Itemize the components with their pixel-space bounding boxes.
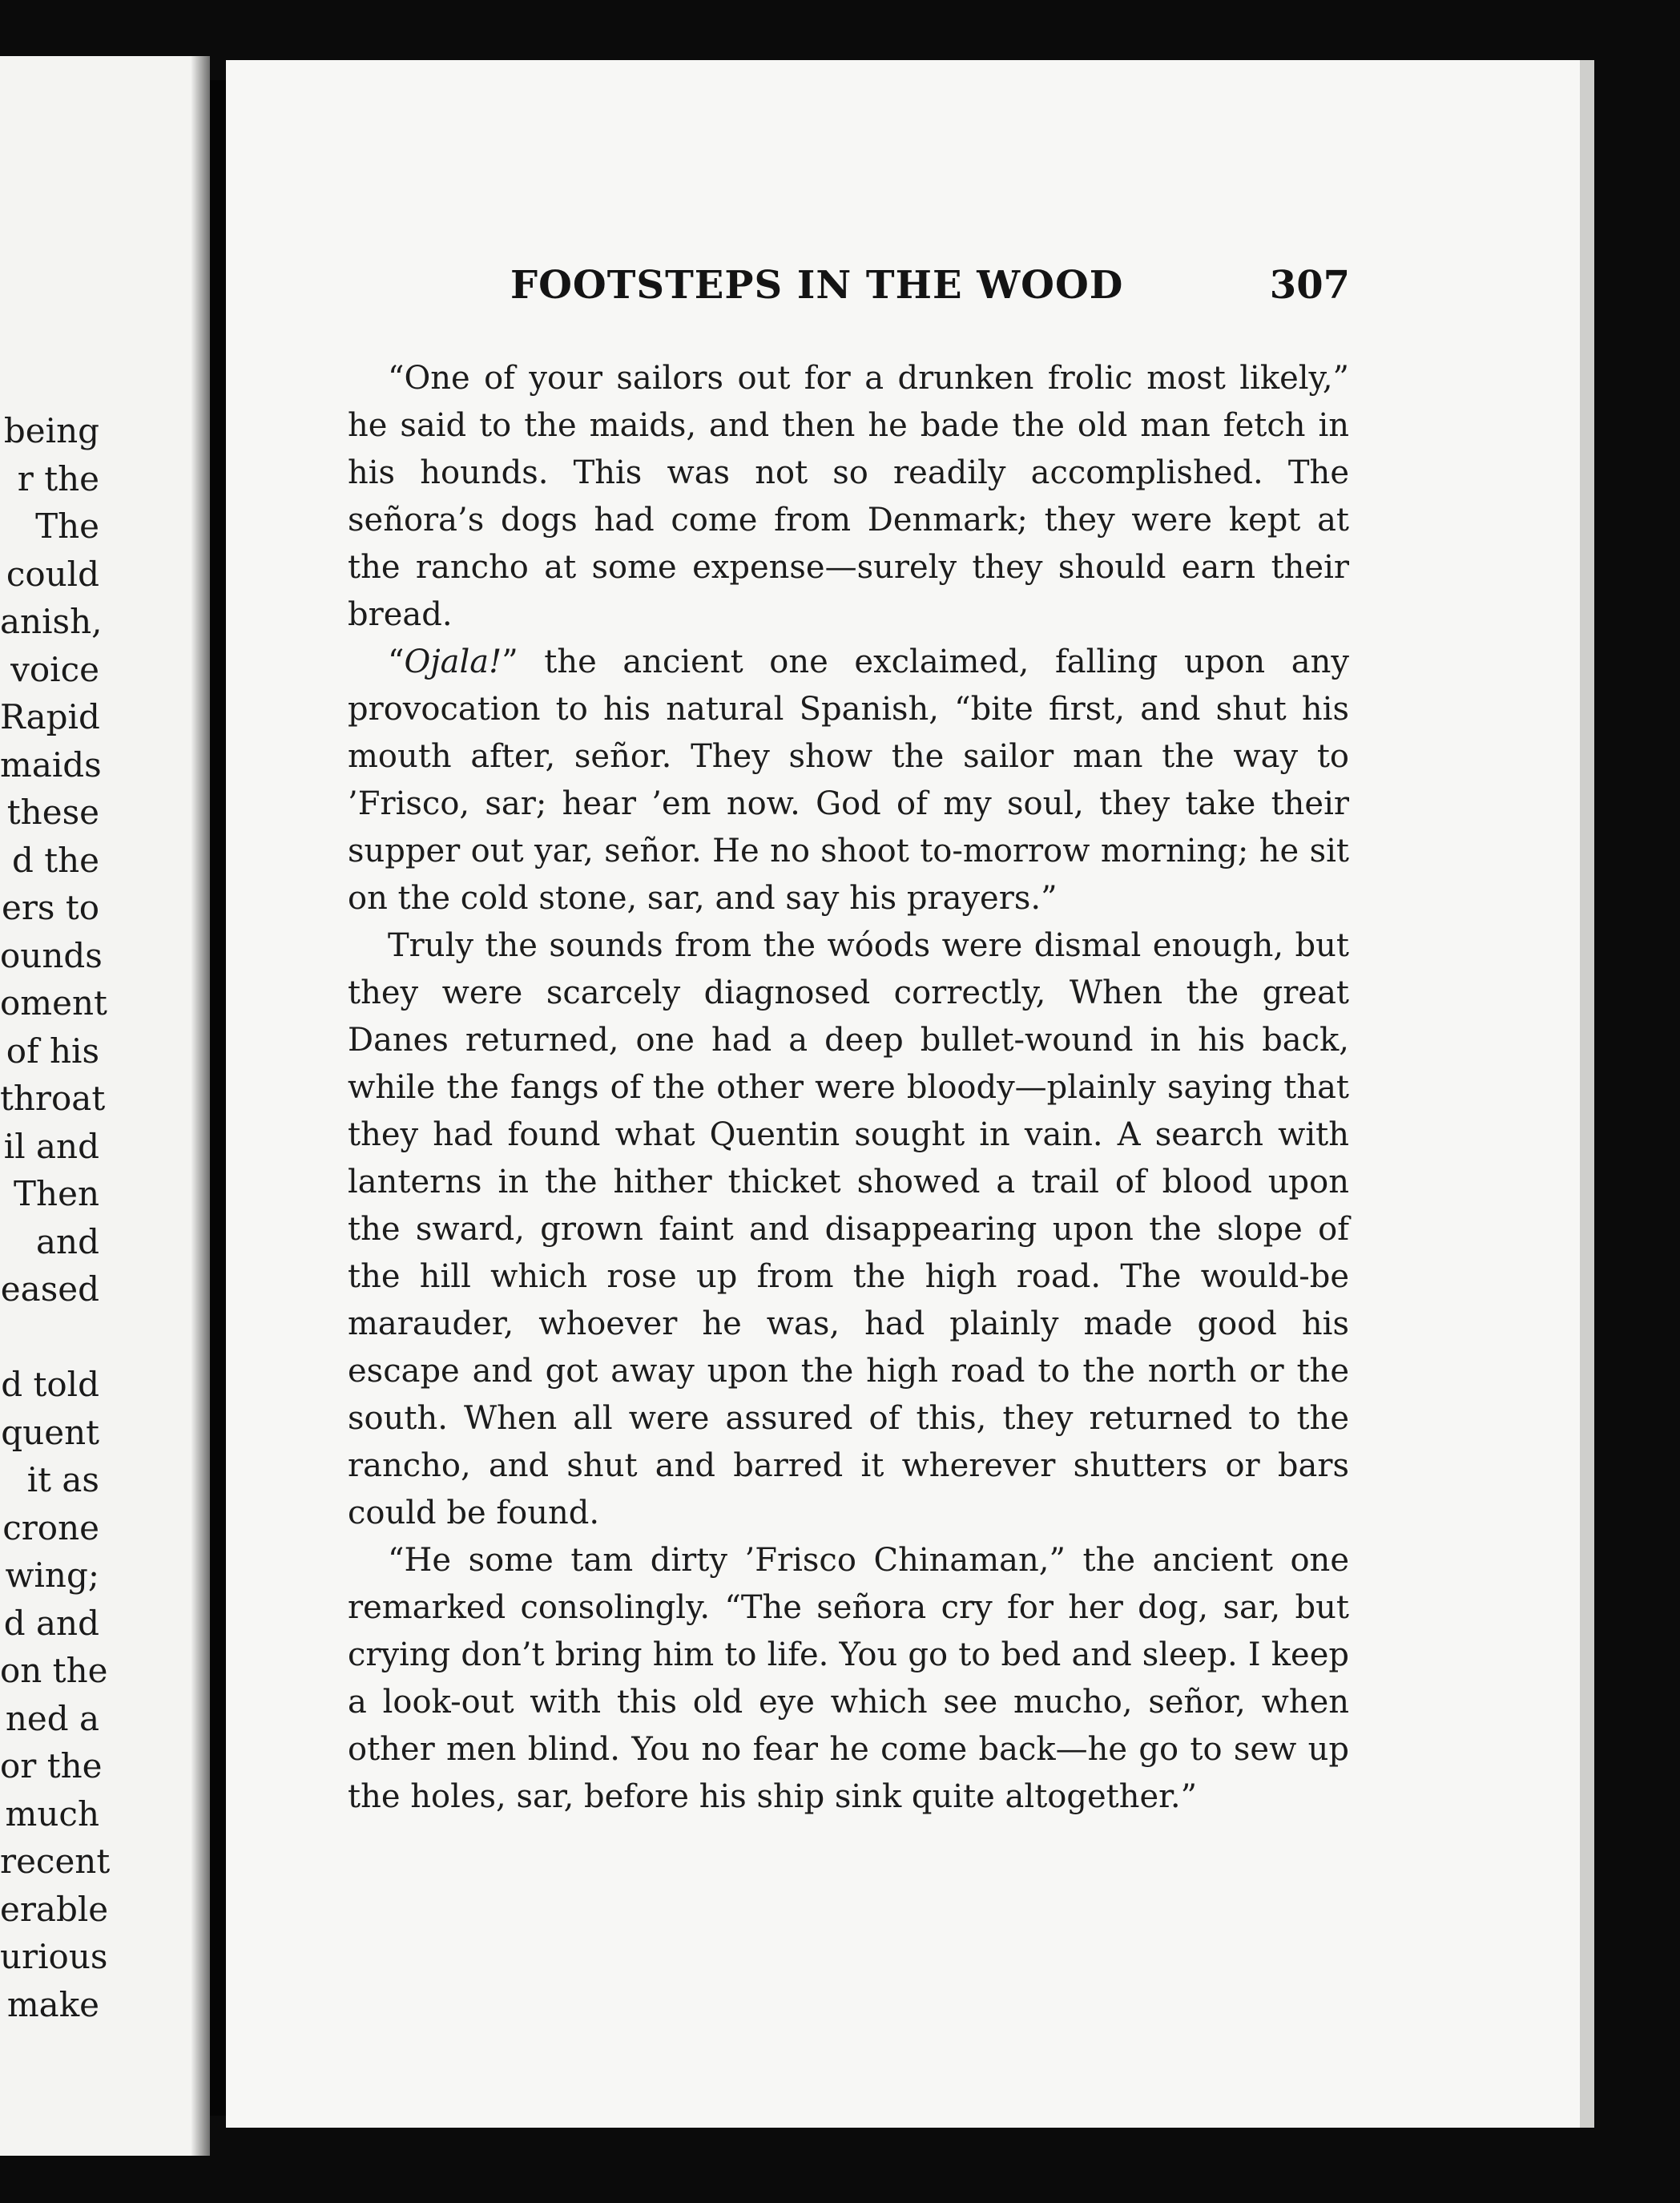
book-spine <box>210 80 226 2116</box>
line-end: much <box>5 1793 99 1834</box>
line-end: ned a <box>5 1698 99 1738</box>
line-end: eased <box>0 1269 99 1309</box>
line-end: or the <box>0 1746 103 1785</box>
previous-page-line-ends <box>0 407 111 2028</box>
paragraph <box>348 922 1349 1537</box>
line-end: voice <box>10 649 99 689</box>
line-end: d the <box>11 840 99 880</box>
line-end: Rapid <box>0 697 100 736</box>
paragraph-text: “ <box>388 644 405 680</box>
line-end: on the <box>0 1651 108 1690</box>
line-end: d told <box>1 1365 99 1404</box>
line-end: d and <box>3 1603 99 1643</box>
line-end: wing; <box>5 1555 99 1595</box>
line-end: maids <box>0 744 102 785</box>
paragraph-text: Truly the sounds from the wóods were dismal enough, but they were scarcely diagnosed correctly, When the great Danes returned, one had a deep bullet-wound in his back, while the fangs of the other were bloody—plainly saying that they had found what Quentin sought in vain. A search with lanterns in the hither thicket showed a trail of blood upon the sward, grown faint and disappearing upon the slope of the hill which rose up from the high road. The would-be marauder, whoever he was, had plainly made good his escape and got away upon the high road to the north or the south. When all were assured of this, they returned to the rancho, and shut and barred it wherever shutters or bars could be found. <box>348 927 1349 1531</box>
line-end: urious <box>0 1937 108 1976</box>
gutter-shadow <box>191 56 210 2156</box>
line-end: could <box>6 554 99 594</box>
paragraph-text: ” the ancient one exclaimed, falling upon any provocation to his natural Spanish, “bite first, and shut his mouth after, señor. They show the sailor man the way to ’Frisco, sar; hear ’em now. God of my soul, they take their supper out yar, señor. He no shoot to-morrow morning; he sit on the cold stone, sar, and say his prayers.” <box>348 644 1349 917</box>
line-end: ounds <box>0 935 103 975</box>
line-end: of his <box>6 1031 99 1071</box>
paragraph-text: “One of your sailors out for a drunken frolic most likely,” he said to the maids, and then he bade the old man fetch in his hounds. This was not so readily accomplished. The señora’s dogs had come from Denmark; they were kept at the rancho at some expense—surely they should earn their bread. <box>348 360 1349 633</box>
paragraph-text: “He some tam dirty ’Frisco Chinaman,” the ancient one remarked consolingly. “The señora cry for her dog, sar, but crying don’t bring him to life. You go to bed and sleep. I keep a look-out with this old eye which see mucho, señor, when other men blind. You no fear he come back—he go to sew up the holes, sar, before his ship sink quite altogether.” <box>348 1542 1349 1815</box>
page-number: 307 <box>1269 263 1350 308</box>
paragraph <box>348 355 1349 639</box>
line-end: and <box>36 1221 99 1261</box>
italic-exclamation: Ojala! <box>404 644 502 680</box>
line-end: ers to <box>1 888 99 927</box>
line-end: crone <box>2 1507 99 1547</box>
running-title: FOOTSTEPS IN THE WOOD <box>510 263 1124 308</box>
paragraph <box>348 639 1349 922</box>
paragraph <box>348 1537 1349 1821</box>
line-end: il and <box>3 1126 99 1166</box>
line-end: erable <box>0 1889 109 1929</box>
running-head <box>284 263 1350 327</box>
line-end: throat <box>0 1079 106 1118</box>
line-end <box>0 1313 99 1362</box>
line-end: being <box>3 411 99 450</box>
line-end: Then <box>14 1174 99 1213</box>
page-edge <box>1580 60 1594 2128</box>
line-end: these <box>6 793 99 832</box>
body-text <box>348 355 1349 1821</box>
line-end: recent <box>0 1842 111 1881</box>
line-end: make <box>6 1984 99 2024</box>
line-end: r the <box>17 458 99 498</box>
line-end: it as <box>26 1460 99 1499</box>
previous-page-fragment <box>0 56 210 2156</box>
line-end: anish, <box>0 602 103 641</box>
line-end: The <box>35 506 99 546</box>
line-end: quent <box>1 1412 99 1452</box>
line-end: oment <box>0 983 107 1023</box>
